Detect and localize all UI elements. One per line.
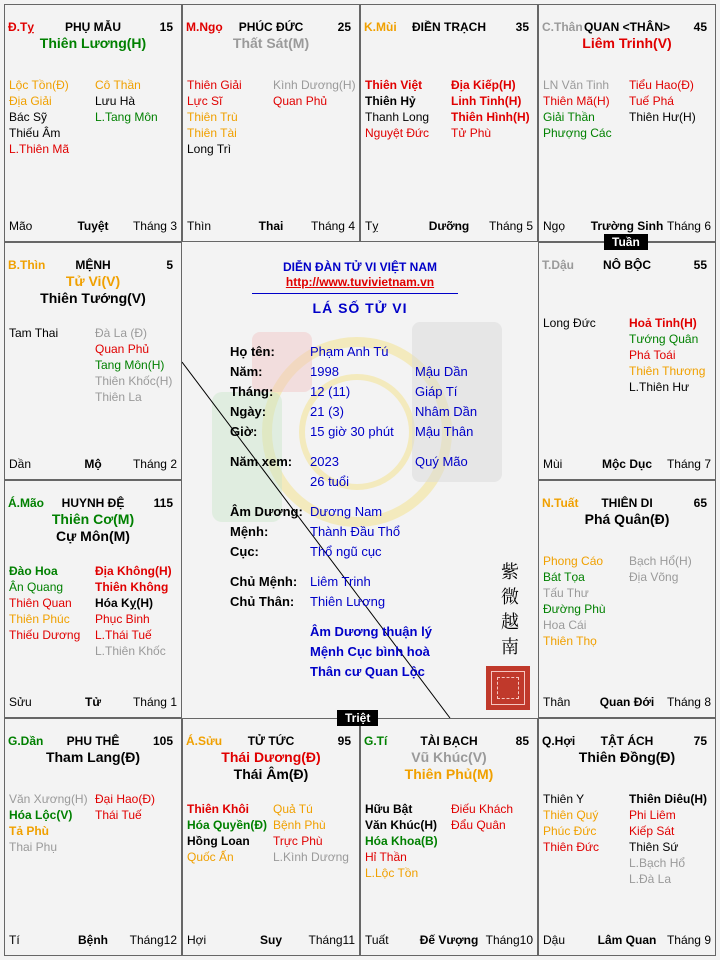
star: Thai Phụ [9, 840, 58, 854]
minor-stars-right [95, 325, 172, 405]
palace-number: 15 [159, 20, 173, 34]
palace-mao [4, 480, 182, 718]
palace-footer [539, 457, 715, 471]
star: Cô Thần [95, 78, 141, 92]
main-star: Vũ Khúc(V) [411, 749, 487, 765]
minor-stars-right [451, 801, 513, 833]
star: Thiên Quý [543, 808, 599, 822]
star: Thiên Trù [187, 110, 238, 124]
palace-stage: Thai [258, 219, 284, 233]
star: Nguyệt Đức [365, 126, 430, 140]
palace-ti [360, 718, 538, 956]
star: Trực Phù [273, 834, 323, 848]
star: L.Đà La [629, 872, 672, 886]
palace-house: PHỤ MẪU [65, 20, 121, 34]
star: L.Tang Môn [95, 110, 158, 124]
calligraphy-char: 微 [501, 587, 519, 608]
star: Giải Thần [543, 110, 595, 124]
minor-stars-right [273, 801, 349, 865]
star: Đẩu Quân [451, 818, 506, 832]
palace-house: MỆNH [75, 258, 111, 272]
palace-stage: Đế Vượng [419, 933, 479, 947]
minor-stars-left [9, 77, 69, 157]
palace-stage: Bệnh [78, 933, 108, 947]
chuthan-value: Thiên Lương [310, 594, 386, 609]
star: Điếu Khách [451, 802, 514, 816]
year-label: Năm: [230, 364, 263, 379]
chart-title: LÁ SỐ TỬ VI [312, 300, 408, 316]
star: Quả Tú [273, 802, 313, 816]
palace-house: PHU THÊ [66, 734, 120, 748]
main-star: Thái Âm(Đ) [233, 766, 309, 782]
star: Phục Binh [95, 612, 150, 626]
minor-stars-left [543, 553, 606, 649]
palace-thin [4, 242, 182, 480]
palace-dau [538, 242, 716, 480]
palace-mui [360, 4, 538, 242]
palace-number: 115 [153, 496, 173, 510]
palace-month: Tháng 4 [310, 219, 355, 233]
star: Đào Hoa [9, 564, 58, 578]
chumenh-label: Chủ Mệnh: [230, 574, 298, 589]
minor-stars-left [9, 563, 80, 643]
star: Thiên Thương [629, 364, 706, 378]
palace-can: N.Tuất [542, 496, 579, 510]
palace-zodiac: Tuất [365, 933, 389, 947]
star: Hóa Lộc(V) [9, 808, 73, 822]
star: Địa Không(H) [95, 564, 172, 578]
palace-footer [361, 219, 537, 233]
palace-stage: Quan Đới [599, 695, 655, 709]
minor-stars-left [543, 791, 599, 855]
forum-url[interactable]: http://www.tuvivietnam.vn [285, 275, 435, 289]
star: Thiên Thọ [543, 634, 597, 648]
star: Hồng Loan [187, 834, 250, 848]
palace-dan [4, 718, 182, 956]
star: Tử Phù [451, 126, 492, 140]
palace-month: Tháng 8 [666, 695, 711, 709]
month-value: 12 (11) [310, 384, 351, 399]
palace-hoi [538, 718, 716, 956]
star: Hóa Khoa(B) [365, 834, 438, 848]
star: Quốc Ấn [187, 850, 234, 864]
cuc-value: Thổ ngũ cục [310, 544, 382, 559]
palace-can: Q.Hợi [542, 734, 576, 748]
star: Thiếu Dương [9, 628, 81, 642]
star: L.Kình Dương [273, 850, 349, 864]
view-year-value: 2023 [310, 454, 339, 469]
palace-can: T.Dậu [542, 258, 575, 272]
minor-stars-right [95, 563, 172, 659]
palace-zodiac: Mùi [543, 457, 563, 471]
star: Quan Phủ [273, 94, 328, 108]
chumenh-value: Liêm Trinh [310, 574, 371, 589]
palace-suu [182, 718, 360, 956]
star: Thiên La [95, 390, 142, 404]
palace-house: NÔ BỘC [603, 258, 651, 272]
palace-house: HUYNH ĐỆ [61, 496, 125, 510]
minor-stars-right [629, 315, 705, 395]
main-star: Thiên Phủ(M) [404, 766, 494, 782]
name-label: Họ tên: [230, 344, 275, 359]
palace-stage: Mộc Dục [601, 457, 652, 471]
palace-zodiac: Thìn [187, 219, 212, 233]
palace-house: THIÊN DI [601, 496, 653, 510]
star: L.Thiên Khốc [95, 644, 166, 658]
star: Linh Tinh(H) [451, 94, 522, 108]
palace-number: 45 [693, 20, 707, 34]
palace-number: 55 [693, 258, 707, 272]
palace-footer [5, 695, 181, 709]
star: Thiên Giải [187, 78, 242, 92]
note-2: Mệnh Cục bình hoà [310, 644, 430, 659]
star: Ân Quang [9, 580, 64, 594]
palace-number: 25 [337, 20, 351, 34]
note-1: Âm Dương thuận lý [310, 624, 432, 639]
star: Hoả Tinh(H) [629, 316, 697, 330]
star: Quan Phủ [95, 342, 150, 356]
palace-can: G.Dần [8, 734, 44, 748]
star: Thiên Khôi [187, 802, 249, 816]
palace-month: Tháng10 [485, 933, 533, 947]
palace-month: Tháng11 [308, 933, 355, 947]
minor-stars-left [9, 325, 58, 341]
year-value: 1998 [310, 364, 339, 379]
palace-footer [183, 219, 359, 233]
palace-than [538, 4, 716, 242]
day-label: Ngày: [230, 404, 267, 419]
palace-footer [183, 933, 359, 947]
palace-month: Tháng 5 [488, 219, 533, 233]
star: Tang Môn(H) [95, 358, 165, 372]
star: Tuế Phá [629, 94, 674, 108]
minor-stars-left [187, 801, 267, 865]
palace-number: 5 [166, 258, 173, 272]
palace-stage: Tuyệt [77, 219, 109, 233]
name-value: Phạm Anh Tú [310, 344, 389, 359]
palace-stage: Trường Sinh [590, 219, 664, 233]
vertical-calligraphy [498, 560, 522, 660]
star: L.Thiên Hư [629, 380, 690, 394]
star: Thiên Phúc [9, 612, 70, 626]
minor-stars-left [365, 801, 438, 881]
star: Tấu Thư [543, 586, 589, 600]
star: Thiên Khốc(H) [95, 374, 173, 388]
palace-footer [539, 695, 715, 709]
main-star: Thiên Tướng(V) [40, 290, 146, 306]
star: Địa Kiếp(H) [451, 78, 516, 92]
palace-month: Tháng12 [129, 933, 177, 947]
palace-stage: Suy [259, 933, 282, 947]
star: Thiên Hình(H) [451, 110, 530, 124]
main-star: Thiên Đồng(Đ) [578, 749, 676, 765]
star: Bát Tọa [543, 570, 585, 584]
palace-zodiac: Mão [9, 219, 33, 233]
hour-label: Giờ: [230, 424, 258, 439]
star: Thanh Long [365, 110, 430, 124]
palace-footer [361, 933, 537, 947]
star: Tam Thai [9, 326, 59, 340]
minor-stars-right [629, 77, 696, 125]
minor-stars-right [629, 791, 707, 887]
star: Kiếp Sát [629, 824, 675, 838]
view-year-can: Quý Mão [415, 454, 468, 469]
palace-house: TỬ TỨC [247, 734, 295, 748]
palace-can: K.Mùi [364, 20, 397, 34]
palace-number: 65 [693, 496, 707, 510]
header-divider [252, 293, 458, 294]
palace-footer [5, 933, 181, 947]
palace-stage: Mộ [84, 457, 102, 471]
palace-month: Tháng 2 [132, 457, 177, 471]
palace-month: Tháng 1 [132, 695, 177, 709]
cuc-label: Cục: [230, 544, 259, 559]
palace-number: 85 [515, 734, 529, 748]
palace-zodiac: Dần [9, 457, 32, 471]
star: Văn Khúc(H) [365, 818, 437, 832]
star: Tiểu Hao(Đ) [629, 78, 694, 92]
palace-house: QUAN <THÂN> [583, 20, 670, 34]
palace-house: ĐIỀN TRẠCH [412, 20, 486, 34]
palace-zodiac: Sửu [9, 695, 32, 709]
star: L.Bạch Hổ [629, 856, 686, 870]
palace-footer [539, 933, 715, 947]
palace-can: G.Tí [364, 734, 388, 748]
minor-stars-right [273, 77, 356, 109]
palace-can: C.Thân [542, 20, 583, 34]
minor-stars-right [629, 553, 692, 585]
star: LN Văn Tinh [543, 78, 610, 92]
palace-zodiac: Dậu [543, 933, 566, 947]
minor-stars-left [9, 791, 88, 855]
star: Hữu Bật [365, 802, 413, 816]
star: Lực Sĩ [187, 94, 223, 108]
star: Tướng Quân [629, 332, 699, 346]
minor-stars-right [451, 77, 530, 141]
star: Phá Toái [629, 348, 676, 362]
chuthan-label: Chủ Thân: [230, 594, 295, 609]
palace-month: Tháng 6 [666, 219, 711, 233]
year-can: Mậu Dần [415, 364, 468, 379]
main-star: Thái Dương(Đ) [221, 749, 321, 765]
palace-stage: Lâm Quan [597, 933, 657, 947]
menh-value: Thành Đầu Thổ [310, 524, 401, 539]
star: Lộc Tồn(Đ) [9, 78, 69, 92]
star: Văn Xương(H) [9, 792, 88, 806]
palace-footer [5, 219, 181, 233]
palace-zodiac: Hợi [187, 933, 207, 947]
palace-month: Tháng 3 [132, 219, 177, 233]
star: Long Đức [543, 316, 596, 330]
palace-zodiac: Tí [9, 933, 20, 947]
palace-house: TẬT ÁCH [600, 734, 654, 748]
palace-can: B.Thìn [8, 258, 46, 272]
palace-number: 35 [515, 20, 529, 34]
amduong-value: Dương Nam [310, 504, 383, 519]
palace-tuat [538, 480, 716, 718]
palace-house: TÀI BẠCH [420, 734, 478, 748]
hour-can: Mậu Thân [415, 424, 474, 439]
star: Thiên Việt [365, 78, 423, 92]
star: Thiên Tài [187, 126, 237, 140]
palace-can: Đ.Tỵ [8, 20, 35, 34]
calligraphy-char: 紫 [501, 562, 519, 583]
palace-zodiac: Thân [543, 695, 571, 709]
star: Thiên Quan [9, 596, 72, 610]
star: Đường Phù [543, 602, 606, 616]
main-star: Tham Lang(Đ) [45, 749, 141, 765]
star: Phượng Các [543, 126, 612, 140]
star: Bác Sỹ [9, 110, 48, 124]
main-star: Liêm Trinh(V) [582, 35, 672, 51]
tuan-marker: Tuần [604, 234, 648, 250]
star: Hóa Quyền(Đ) [187, 818, 268, 832]
day-value: 21 (3) [310, 404, 344, 419]
age-value: 26 tuổi [310, 474, 350, 489]
center-panel [182, 242, 538, 718]
star: Thiên Hư(H) [629, 110, 696, 124]
star: Bạch Hổ(H) [629, 554, 692, 568]
star: Thiên Mã(H) [543, 94, 610, 108]
main-star: Thiên Lương(H) [39, 35, 147, 51]
star: Đà La (Đ) [95, 326, 148, 340]
calligraphy-char: 南 [501, 637, 519, 658]
star: Địa Giải [9, 94, 52, 108]
palace-footer [539, 219, 715, 233]
minor-stars-left [187, 77, 242, 157]
palace-month: Tháng 7 [666, 457, 711, 471]
star: Đại Hao(Đ) [95, 792, 156, 806]
red-seal-stamp [486, 666, 530, 710]
hour-value: 15 giờ 30 phút [310, 424, 394, 439]
star: L.Thiên Mã [9, 142, 70, 156]
main-star: Thất Sát(M) [232, 35, 310, 51]
main-star: Cự Môn(M) [56, 528, 130, 544]
palace-zodiac: Ngọ [543, 219, 566, 233]
palace-number: 105 [152, 734, 173, 748]
star: Thiên Sứ [629, 840, 679, 854]
palace-can: M.Ngọ [186, 20, 223, 34]
minor-stars-right [95, 791, 155, 823]
star: Địa Võng [629, 570, 679, 584]
palace-can: Á.Sửu [186, 734, 223, 748]
menh-label: Mệnh: [230, 524, 269, 539]
star: Phi Liêm [629, 808, 676, 822]
palace-zodiac: Tỵ [365, 219, 379, 233]
star: Long Trì [187, 142, 232, 156]
star: Thiên Diêu(H) [629, 792, 707, 806]
star: L.Thái Tuế [95, 628, 152, 642]
palace-stage: Tử [84, 695, 102, 709]
star: Thiên Đức [543, 840, 600, 854]
note-3: Thân cư Quan Lộc [310, 664, 425, 679]
palace-can: Á.Mão [8, 496, 44, 510]
main-star: Thiên Cơ(M) [51, 511, 135, 527]
minor-stars-left [543, 77, 612, 141]
star: Phúc Đức [543, 824, 597, 838]
star: Thiên Không [95, 580, 169, 594]
star: Kình Dương(H) [273, 78, 356, 92]
star: Lưu Hà [95, 94, 136, 108]
star: Hóa Kỵ(H) [95, 596, 154, 610]
minor-stars-right [95, 77, 158, 125]
month-label: Tháng: [230, 384, 274, 399]
palace-house: PHÚC ĐỨC [238, 20, 304, 34]
view-year-label: Năm xem: [230, 454, 293, 469]
palace-month: Tháng 9 [666, 933, 711, 947]
main-star: Phá Quân(Đ) [584, 511, 670, 527]
amduong-label: Âm Dương: [230, 504, 303, 519]
minor-stars-left [365, 77, 429, 141]
star: Phong Cáo [543, 554, 604, 568]
forum-name: DIỄN ĐÀN TỬ VI VIỆT NAM [283, 260, 437, 274]
calligraphy-char: 越 [501, 612, 519, 633]
star: Thiếu Âm [9, 126, 61, 140]
minor-stars-left [543, 315, 596, 331]
palace-footer [5, 457, 181, 471]
star: L.Lộc Tồn [365, 866, 419, 880]
palace-ty [4, 4, 182, 242]
star: Thiên Y [543, 792, 585, 806]
main-star: Tử Vi(V) [65, 273, 121, 289]
star: Hỉ Thần [365, 850, 407, 864]
star: Thiên Hỷ [365, 94, 416, 108]
star: Tả Phù [9, 824, 50, 838]
triet-marker: Triệt [337, 710, 378, 726]
palace-number: 95 [337, 734, 351, 748]
palace-number: 75 [693, 734, 707, 748]
palace-ngo [182, 4, 360, 242]
month-can: Giáp Tí [415, 384, 458, 399]
palace-stage: Dưỡng [428, 219, 470, 233]
star: Bệnh Phù [273, 818, 326, 832]
star: Thái Tuế [95, 808, 142, 822]
day-can: Nhâm Dần [415, 404, 478, 419]
star: Hoa Cái [543, 618, 587, 632]
